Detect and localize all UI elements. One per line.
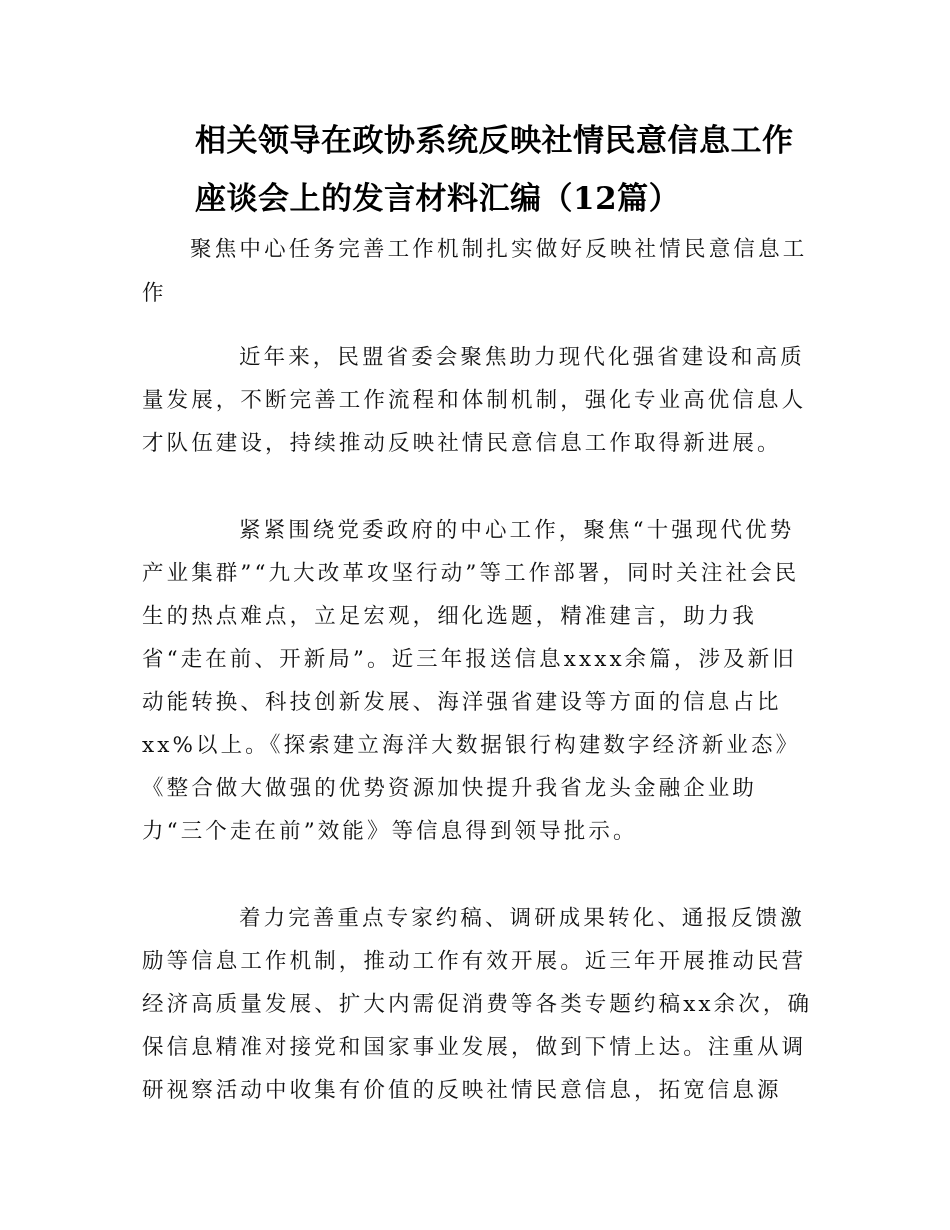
section-heading: 聚焦中心任务完善工作机制扎实做好反映社情民意信息工作 [142, 237, 808, 306]
paragraph-1: 近年来，民盟省委会聚焦助力现代化强省建设和高质量发展，不断完善工作流程和体制机制，强化专业高优信息人才队伍建设，持续推动反映社情民意信息工作取得新进展。 [142, 345, 807, 456]
document-title: 相关领导在政协系统反映社情民意信息工作座谈会上的发言材料汇编（12篇） [195, 123, 794, 217]
paragraph-3: 着力完善重点专家约稿、调研成果转化、通报反馈激励等信息工作机制，推动工作有效开展。近三年开展推动民营经济高质量发展、扩大内需促消费等各类专题约稿xx余次，确保信息精准对接党和国家事业发展，做到下情上达。注重从调研视察活动中收集有价值的反映社情民意信息，拓宽信息源 [142, 906, 813, 1103]
paragraph-2: 紧紧围绕党委政府的中心工作，聚焦“十强现代优势产业集群”“九大改革攻坚行动”等工作部署，同时关注社会民生的热点难点，立足宏观，细化选题，精准建言，助力我省“走在前、开新局”。近三年报送信息xxxx余篇，涉及新旧动能转换、科技创新发展、海洋强省建设等方面的信息占比xx%以上。《探索建立海洋大数据银行构建数字经济新业态》《整合做大做强的优势资源加快提升我省龙头金融企业助力“三个走在前”效能》等信息得到领导批示。 [142, 518, 801, 844]
